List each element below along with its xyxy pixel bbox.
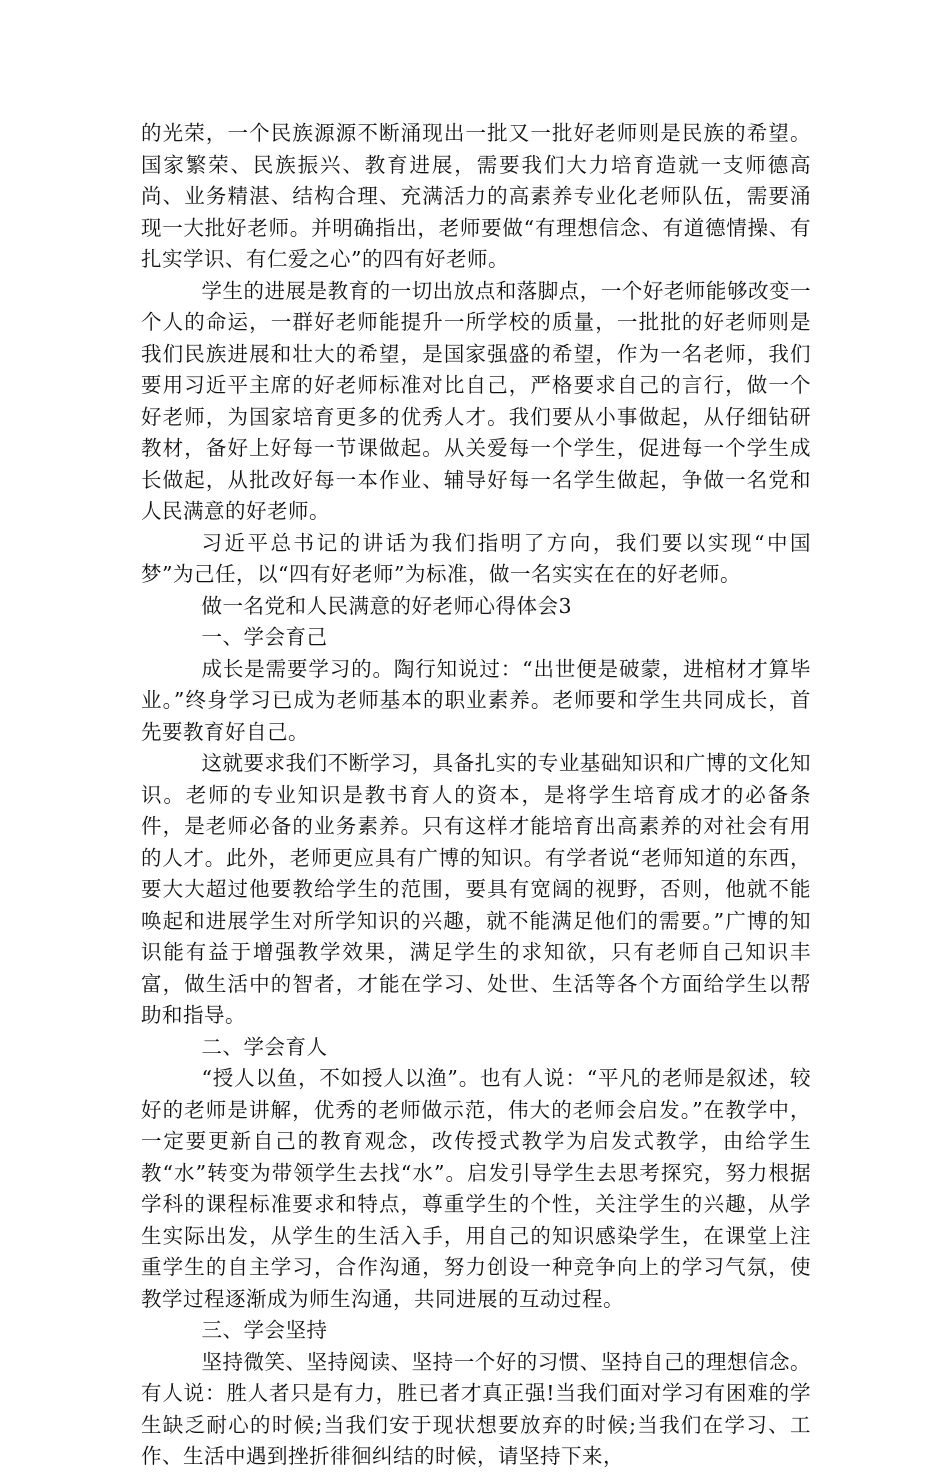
- paragraph: 的光荣，一个民族源源不断涌现出一批又一批好老师则是民族的希望。国家繁荣、民族振兴、教育进展，需要我们大力培育造就一支师德高尚、业务精湛、结构合理、充满活力的高素养专业化老师队伍，需要涌现一大批好老师。并明确指出，老师要做“有理想信念、有道德情操、有扎实学识、有仁爱之心”的四有好老师。: [141, 121, 811, 271]
- section-heading: 一、学会育己: [201, 625, 328, 649]
- section-title: 做一名党和人民满意的好老师心得体会3: [201, 593, 573, 618]
- paragraph: 成长是需要学习的。陶行知说过：“出世便是破蒙，进棺材才算毕业。”终身学习已成为老师基本的职业素养。老师要和学生共同成长，首先要教育好自己。: [141, 656, 811, 744]
- paragraph: 坚持微笑、坚持阅读、坚持一个好的习惯、坚持自己的理想信念。有人说：胜人者只是有力，胜已者才真正强!当我们面对学习有困难的学生缺乏耐心的时候;当我们安于现状想要放弃的时候;当我们在学习、工作、生活中遇到挫折徘徊纠结的时候，请坚持下来，: [141, 1349, 811, 1468]
- paragraph: 这就要求我们不断学习，具备扎实的专业基础知识和广博的文化知识。老师的专业知识是教书育人的资本，是将学生培育成才的必备条件，是老师必备的业务素养。只有这样才能培育出高素养的对社会有用的人才。此外，老师更应具有广博的知识。有学者说“老师知道的东西，要大大超过他要教给学生的范围，要具有宽阔的视野，否则，他就不能唤起和进展学生对所学知识的兴趣，就不能满足他们的需要。”广博的知识能有益于增强教学效果，满足学生的求知欲，只有老师自己知识丰富，做生活中的智者，才能在学习、处世、生活等各个方面给学生以帮助和指导。: [141, 751, 811, 1027]
- document-body: [141, 118, 811, 1473]
- section-heading: 三、学会坚持: [201, 1318, 328, 1342]
- paragraph: 习近平总书记的讲话为我们指明了方向，我们要以实现“中国梦”为己任，以“四有好老师”为标准，做一名实实在在的好老师。: [141, 530, 811, 586]
- paragraph: 学生的进展是教育的一切出放点和落脚点，一个好老师能够改变一个人的命运，一群好老师能提升一所学校的质量，一批批的好老师则是我们民族进展和壮大的希望，是国家强盛的希望，作为一名老师，我们要用习近平主席的好老师标准对比自己，严格要求自己的言行，做一个好老师，为国家培育更多的优秀人才。我们要从小事做起，从仔细钻研教材，备好上好每一节课做起。从关爱每一个学生，促进每一个学生成长做起，从批改好每一本作业、辅导好每一名学生做起，争做一名党和人民满意的好老师。: [141, 278, 811, 523]
- paragraph: “授人以鱼，不如授人以渔”。也有人说：“平凡的老师是叙述，较好的老师是讲解，优秀的老师做示范，伟大的老师会启发。”在教学中，一定要更新自己的教育观念，改传授式教学为启发式教学，由给学生教“水”转变为带领学生去找“水”。启发引导学生去思考探究，努力根据学科的课程标准要求和特点，尊重学生的个性，关注学生的兴趣，从学生实际出发，从学生的生活入手，用自己的知识感染学生，在课堂上注重学生的自主学习，合作沟通，努力创设一种竞争向上的学习气氛，使教学过程逐渐成为师生沟通，共同进展的互动过程。: [141, 1066, 811, 1311]
- section-heading: 二、学会育人: [201, 1034, 328, 1059]
